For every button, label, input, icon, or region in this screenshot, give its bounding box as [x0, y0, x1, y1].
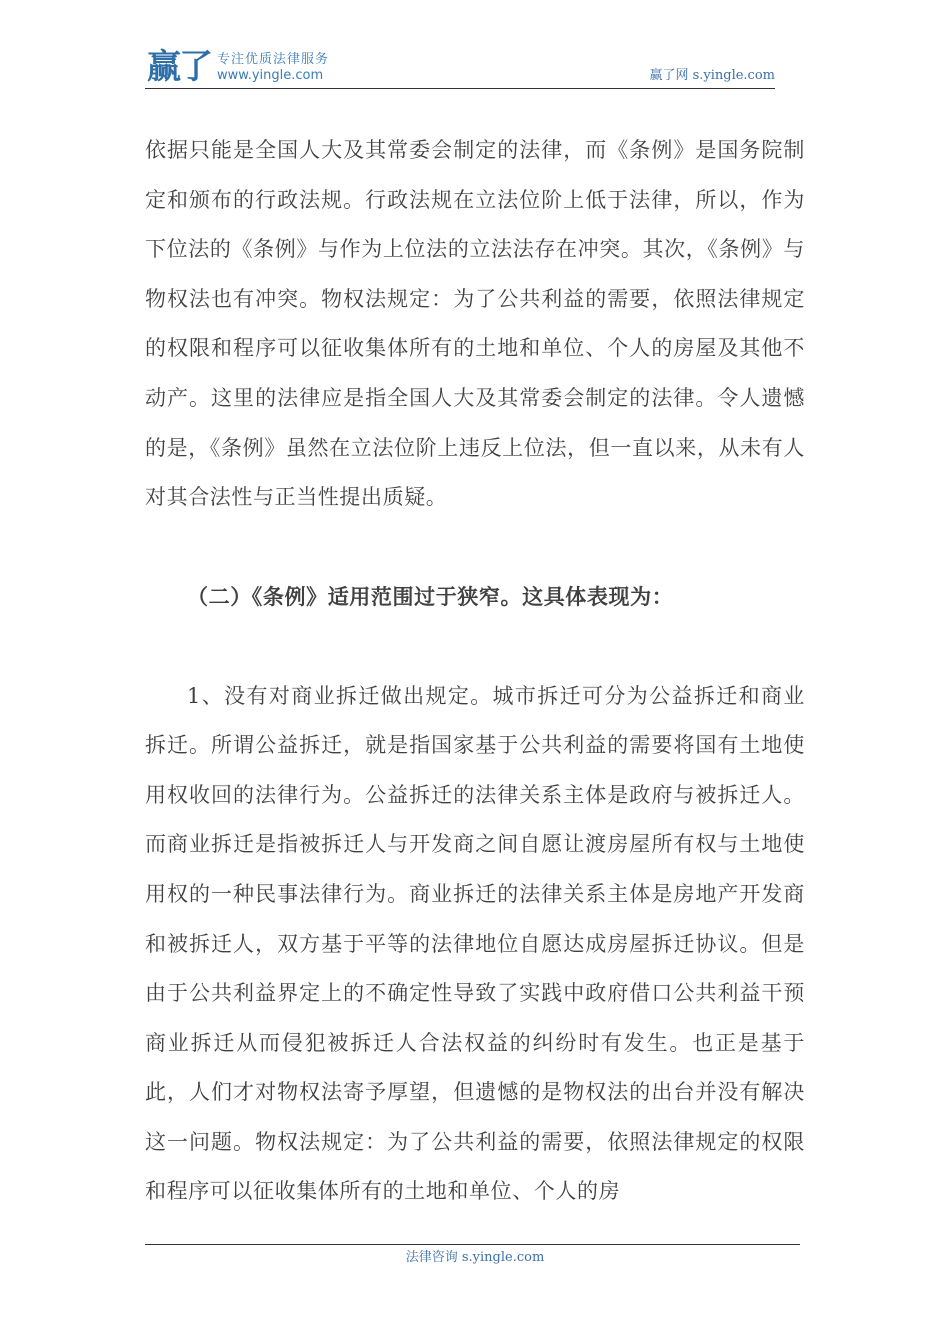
document-body: [145, 126, 805, 1217]
body-paragraph-2: 1、没有对商业拆迁做出规定。城市拆迁可分为公益拆迁和商业拆迁。所谓公益拆迁，就是指国家基于公共利益的需要将国有土地使用权收回的法律行为。公益拆迁的法律关系主体是政府与被拆迁人。而商业拆迁是指被拆迁人与开发商之间自愿让渡房屋所有权与土地使用权的一种民事法律行为。商业拆迁的法律关系主体是房地产开发商和被拆迁人，双方基于平等的法律地位自愿达成房屋拆迁协议。但是由于公共利益界定上的不确定性导致了实践中政府借口公共利益干预商业拆迁从而侵犯被拆迁人合法权益的纠纷时有发生。也正是基于此，人们才对物权法寄予厚望，但遗憾的是物权法的出台并没有解决这一问题。物权法规定：为了公共利益的需要，依照法律规定的权限和程序可以征收集体所有的土地和单位、个人的房: [145, 683, 805, 1204]
header-site-link[interactable]: 赢了网 s.yingle.com: [649, 68, 775, 83]
footer-divider: [145, 1244, 800, 1245]
logo-tagline: 专注优质法律服务: [217, 52, 330, 67]
page-header: [145, 48, 775, 88]
yingle-logo[interactable]: 赢了: [147, 47, 211, 87]
footer-link[interactable]: 法律咨询 s.yingle.com: [405, 1250, 545, 1265]
section-heading: （二）《条例》适用范围过于狭窄。这具体表现为：: [187, 584, 674, 610]
logo-url[interactable]: www.yingle.com: [217, 68, 324, 83]
header-divider: [145, 88, 775, 89]
body-paragraph-1: 依据只能是全国人大及其常委会制定的法律，而《条例》是国务院制定和颁布的行政法规。行政法规在立法位阶上低于法律，所以，作为下位法的《条例》与作为上位法的立法法存在冲突。其次，《条例》与物权法也有冲突。物权法规定：为了公共利益的需要，依照法律规定的权限和程序可以征收集体所有的土地和单位、个人的房屋及其他不动产。这里的法律应是指全国人大及其常委会制定的法律。令人遗憾的是，《条例》虽然在立法位阶上违反上位法，但一直以来，从未有人对其合法性与正当性提出质疑。: [145, 138, 805, 510]
